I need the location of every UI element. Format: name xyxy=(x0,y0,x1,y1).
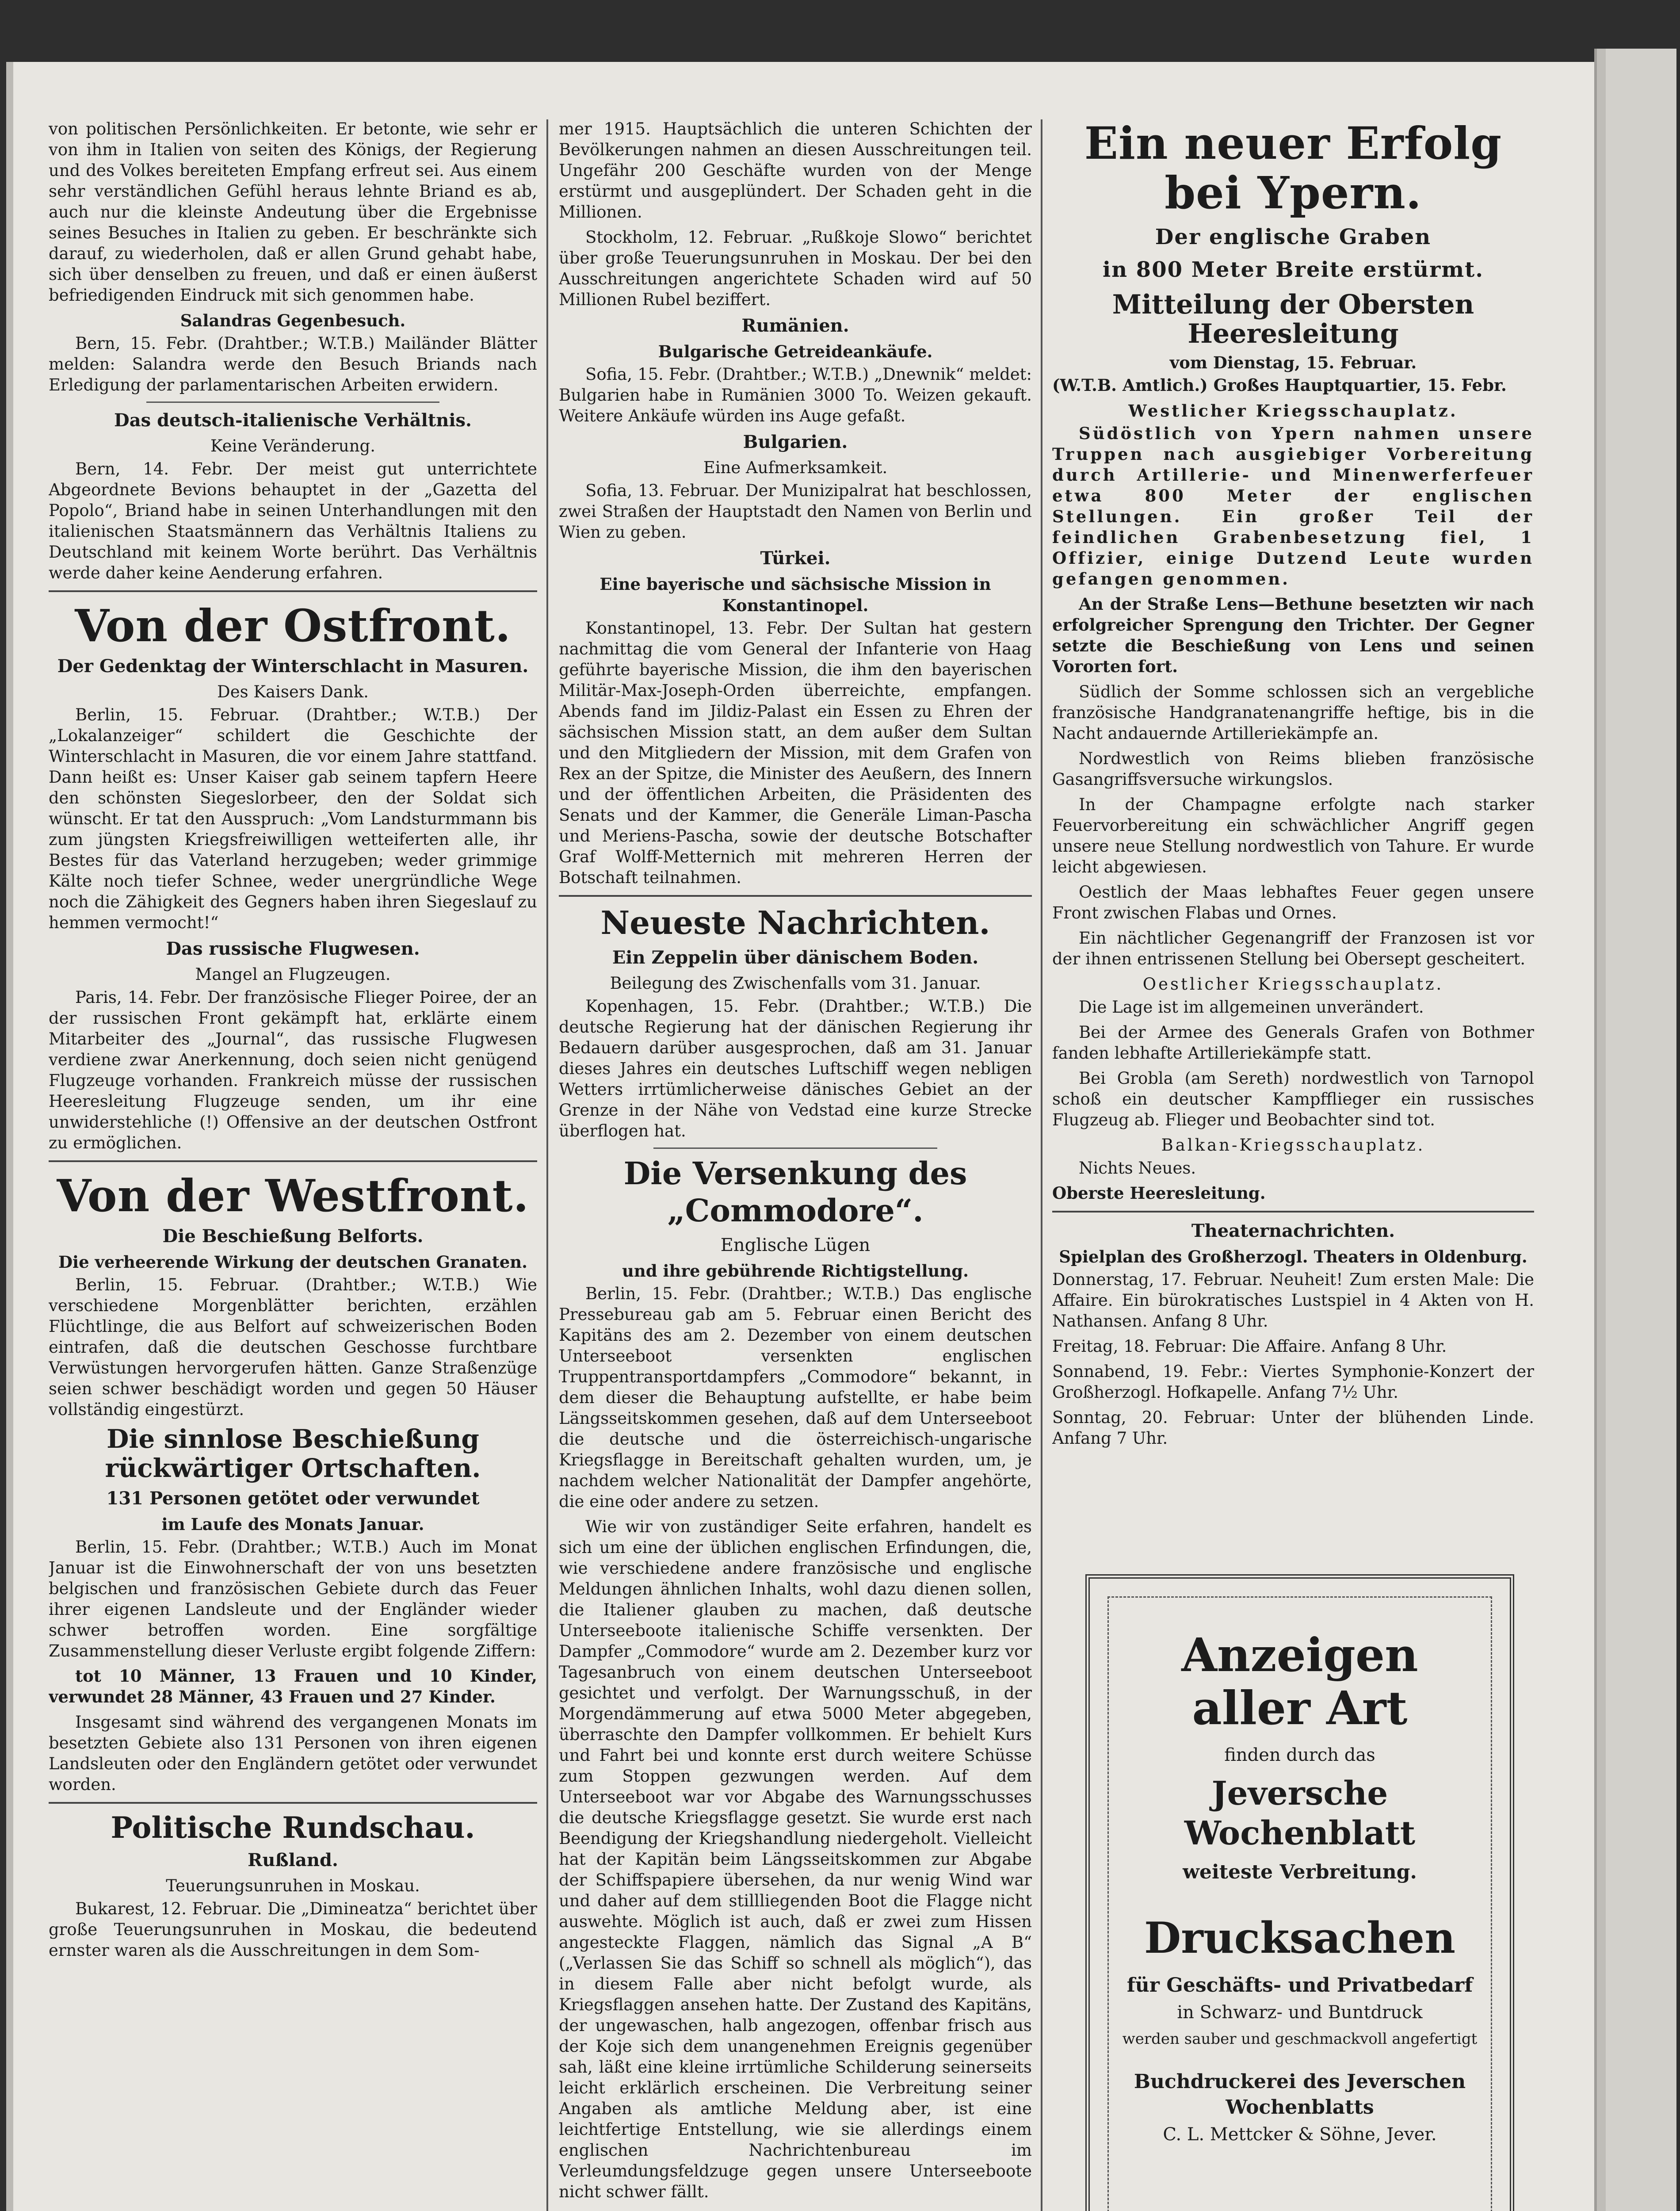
article-text: von politischen Persönlichkeiten. Er betonte, wie sehr er von ihm in Italien von seiten des Königs, der Regierung und des Volkes bereiteten Empfang erfreut sei. Aus einem sehr verständlichen Gefühl heraus lehnte Briand es ab, auch nur die kleinste Andeutung über die Ergebnisse seines Besuches in Italien zu geben. Er beschränkte sich darauf, zu wiederholen, daß er allen Grund gehabt habe, sich über denselben zu freuen, und daß er einen äußerst befriedigenden Eindruck mit sich genommen habe. xyxy=(49,119,537,305)
theater-entry: Sonnabend, 19. Febr.: Viertes Symphonie-Konzert der Großherzogl. Hofkapelle. Anfang 7½ Uhr. xyxy=(1052,1362,1534,1402)
article-subtitle: Bulgarische Getreideankäufe. xyxy=(658,342,933,361)
article-text: Bern, 14. Febr. Der meist gut unterrichtete Abgeordnete Bevions behauptet in der „Gazetta del Popolo“, Briand habe in seinen Unterhandlungen mit den italienischen Staatsmännern das Verhältnis Italiens zu Deutschland mit keinem Worte berührt. Das Verhältnis werde daher keine Aenderung erfahren. xyxy=(49,459,537,582)
report-text: Oestlich der Maas lebhaftes Feuer gegen unsere Front zwischen Flabas und Ornes. xyxy=(1052,883,1534,922)
page-edge-line xyxy=(1597,49,1606,2211)
theater-entry: Donnerstag, 17. Februar. Neuheit! Zum ersten Male: Die Affaire. Ein bürokratisches Lustspiel in 4 Akten von H. Nathansen. Anfang 8 Uhr. xyxy=(1052,1270,1534,1331)
casualty-figures: tot 10 Männer, 13 Frauen und 10 Kinder, verwundet 28 Männer, 43 Frauen und 27 Kinder. xyxy=(49,1666,537,1706)
column-rule xyxy=(546,119,548,2211)
report-signature: Oberste Heeresleitung. xyxy=(1052,1183,1266,1203)
article-title: Ein Zeppelin über dänischem Boden. xyxy=(612,947,979,968)
theater-entry: Sonntag, 20. Februar: Unter der blühenden Linde. Anfang 7 Uhr. xyxy=(1052,1408,1534,1448)
section-heading: Von der Westfront. xyxy=(57,1170,529,1222)
divider xyxy=(1052,1211,1534,1213)
headline-sub: Der englische Graben xyxy=(1155,225,1432,249)
article-subtitle: 131 Personen getötet oder verwundet xyxy=(106,1488,480,1509)
theater-subtitle: Spielplan des Großherzogl. Theaters in Oldenburg. xyxy=(1059,1247,1527,1266)
article-title: Salandras Gegenbesuch. xyxy=(180,311,406,330)
advertisement-box xyxy=(1085,1574,1514,2211)
report-text: Nordwestlich von Reims blieben französische Gasangriffsversuche wirkungslos. xyxy=(1052,749,1534,789)
ad-line: weiteste Verbreitung. xyxy=(1183,1861,1417,1883)
ad-line: werden sauber und geschmackvoll angefertigt xyxy=(1122,2030,1478,2048)
section-heading: Politische Rundschau. xyxy=(111,1810,475,1845)
report-place: (W.T.B. Amtlich.) Großes Hauptquartier, 15. Febr. xyxy=(1052,375,1507,395)
front-label: Westlicher Kriegsschauplatz. xyxy=(1128,401,1458,421)
article-text: Bukarest, 12. Februar. Die „Dimineatza“ berichtet über große Teuerungsunruhen in Moskau, die bedeutend ernster waren als die Ausschreitungen in dem Som- xyxy=(49,1899,537,1960)
front-label: Oestlicher Kriegsschauplatz. xyxy=(1142,975,1444,994)
ad-line: finden durch das xyxy=(1224,1745,1375,1765)
article-title: Das deutsch-italienische Verhältnis. xyxy=(114,410,472,431)
binding-shadow xyxy=(6,62,13,2211)
article-title: Bulgarien. xyxy=(743,432,848,452)
article-subtitle: Keine Veränderung. xyxy=(210,436,376,455)
ad-paper-name: Jeversche Wochenblatt xyxy=(1184,1775,1416,1852)
article-text: mer 1915. Hauptsächlich die unteren Schichten der Bevölkerungen nahmen an diesen Ausschreitungen teil. Ungefähr 200 Geschäfte wurden von der Menge erstürmt und ausgeplündert. Der Schaden geht in die Millionen. xyxy=(559,119,1032,222)
article-text: Bern, 15. Febr. (Drahtber.; W.T.B.) Mailänder Blätter melden: Salandra werde den Besuch Briands nach Erledigung der parlamentarischen Arbeiten erwidern. xyxy=(49,334,537,394)
report-text: Nichts Neues. xyxy=(1079,1159,1196,1178)
article-text: Berlin, 15. Februar. (Drahtber.; W.T.B.) Wie verschiedene Morgenblätter berichten, erzählen Flüchtlinge, die aus Belfort auf schweizerischen Boden eintrafen, daß die deutschen Geschosse furchtbare Verwüstungen hervorgerufen hätten. Ganze Straßenzüge seien schwer beschädigt worden und gegen 50 Häuser vollständig eingestürzt. xyxy=(49,1275,537,1419)
report-text: Bei der Armee des Generals Grafen von Bothmer fanden lebhafte Artilleriekämpfe statt. xyxy=(1052,1023,1534,1063)
ad-title-2: Drucksachen xyxy=(1144,1913,1455,1963)
article-text: Wie wir von zuständiger Seite erfahren, handelt es sich um eine der üblichen englischen Erfindungen, die, wie verschiedene andere französische und englische Meldungen ähnlichen Inhalts, wohl dazu dienen sollen, die Italiener glauben zu machen, daß deutsche Unterseeboote italienische Schiffe versenkten. Der Dampfer „Commodore“ wurde am 2. Dezember kurz vor Tagesanbruch von einem deutschen Unterseeboot gesichtet und verfolgt. Der Warnungsschuß, in der Morgendämmerung auf etwa 5000 Meter abgegeben, überraschte den Dampfer vollkommen. Er behielt Kurs und Fahrt bei und konnte erst durch weitere Schüsse zum Stoppen gezwungen werden. Auf dem Unterseeboot war vor Abgabe des Warnungsschusses die deutsche Kriegsflagge gesetzt. Sie wurde erst nach Beendigung der Kriegshandlung niedergeholt. Vielleicht hat der Kapitän beim Längsseitskommen zur Abgabe der Schiffspapiere übersehen, da nur wenig Wind war und daher auf dem stillliegenden Boot die Flagge nicht auswehte. Möglich ist auch, daß er zwei zum Hissen angesteckte Flaggen, nämlich das Signal „A B“ („Verlassen Sie das Schiff so schnell als möglich“), das in diesem Falle aber nicht befolgt wurde, als Kriegsflaggen ansehen hatte. Der Zustand des Kapitäns, der ungewaschen, halb angezogen, offenbar frisch aus der Koje sich dem unangenehmen Ereignis gegenüber sah, läßt eine kleine irrtümliche Schilderung seinerseits leicht erklärlich erscheinen. Die Verbreitung seiner Angaben als amtliche Meldung aber, ist eine leichtfertige Entstellung, wie sie allerdings einem englischen Nachrichtenbureau im Verleumdungsfeldzuge gegen unsere Unterseeboote nicht schwer fällt. xyxy=(559,1517,1032,2201)
article-subtitle: Teuerungsunruhen in Moskau. xyxy=(166,1876,420,1895)
report-text: Ein nächtlicher Gegenangriff der Franzosen ist vor der ihnen entrissenen Stellung bei Obersept gescheitert. xyxy=(1052,929,1534,968)
article-text: Berlin, 15. Febr. (Drahtber.; W.T.B.) Auch im Monat Januar ist die Einwohnerschaft der von uns besetzten belgischen und französischen Gebiete durch das Feuer ihrer eigenen Landsleute und der Engländer wieder schwer betroffen worden. Eine sorgfältige Zusammenstellung dieser Verluste ergibt folgende Ziffern: xyxy=(49,1538,537,1660)
ad-line: in Schwarz- und Buntdruck xyxy=(1177,2002,1423,2023)
article-text: Sofia, 15. Febr. (Drahtber.; W.T.B.) „Dnewnik“ meldet: Bulgarien habe in Rumänien 3000 To. Weizen gekauft. Weitere Ankäufe würden ins Auge gefaßt. xyxy=(559,365,1032,425)
section-heading: Von der Ostfront. xyxy=(75,600,511,652)
article-text: Paris, 14. Febr. Der französische Flieger Poiree, der an der russischen Front gekämpft hat, erklärte einem Mitarbeiter des „Journal“, das russische Flugwesen verdiene zwar Anerkennung, doch seien nicht genügend Flugzeuge vorhanden. Frankreich müsse der russischen Heeresleitung Flugzeuge senden, um ihr eine unwiderstehliche (!) Offensive an der deutschen Ostfront zu ermöglichen. xyxy=(49,988,537,1152)
article-title: Das russische Flugwesen. xyxy=(166,938,420,959)
divider xyxy=(146,402,439,403)
report-text: An der Straße Lens—Bethune besetzten wir nach erfolgreicher Sprengung den Trichter. Der Gegner setzte die Beschießung von Lens und seinen Vororten fort. xyxy=(1052,594,1534,676)
headline-sub: in 800 Meter Breite erstürmt. xyxy=(1102,257,1484,282)
article-text: Kopenhagen, 15. Febr. (Drahtber.; W.T.B.) Die deutsche Regierung hat der dänischen Regierung ihr Bedauern darüber ausgesprochen, daß am 31. Januar dieses Jahres ein deutsches Luftschiff wegen nebligen Wetters irrtümlicherweise dänisches Gebiet an der Grenze in der Nähe von Vedstad eine kurze Strecke überflogen hat. xyxy=(559,997,1032,1140)
page-edge xyxy=(1594,49,1676,2211)
article-subtitle: und ihre gebührende Richtigstellung. xyxy=(622,1261,969,1281)
article-text: Konstantinopel, 13. Febr. Der Sultan hat gestern nachmittag die vom General der Infanterie von Haag geführte bayerische Mission, die ihm den bayerischen Militär-Max-Joseph-Orden überreichte, empfangen. Abends fand im Jildiz-Palast ein Essen zu Ehren der sächsischen Mission statt, an dem außer dem Sultan und den Mitgliedern der Mission, mit dem Grafen von Rex an der Spitze, die Minister des Aeußern, des Innern und der öffentlichen Arbeiten, die Präsidenten des Senats und der Kammer, die Generäle Liman-Pascha und Meriens-Pascha, sowie der deutsche Botschafter Graf Wolff-Metternich mit mehreren Herren der Botschaft teilnahmen. xyxy=(559,619,1032,887)
advertisement-inner xyxy=(1107,1596,1492,2211)
article-subtitle: Mangel an Flugzeugen. xyxy=(195,965,391,984)
article-text: Insgesamt sind während des vergangenen Monats im besetzten Gebiete also 131 Personen von ihren eigenen Landsleuten oder den Engländern getötet oder verwundet worden. xyxy=(49,1713,537,1794)
divider xyxy=(653,1148,937,1149)
theater-title: Theaternachrichten. xyxy=(1191,1220,1395,1241)
article-subtitle: Der Gedenktag der Winterschlacht in Masuren. xyxy=(57,656,529,677)
article-text: Sofia, 13. Februar. Der Munizipalrat hat beschlossen, zwei Straßen der Hauptstadt den Namen von Berlin und Wien zu geben. xyxy=(559,481,1032,542)
article-subtitle: Eine Aufmerksamkeit. xyxy=(703,458,888,477)
report-text: Südöstlich von Ypern nahmen unsere Truppen nach ausgiebiger Vorbereitung durch Artillerie- und Minenwerferfeuer etwa 800 Meter der englischen Stellungen. Ein großer Teil der feindlichen Grabenbesetzung fiel, 1 Offizier, einige Dutzend Leute wurden gefangen genommen. xyxy=(1052,424,1534,589)
report-text: Die Lage ist im allgemeinen unverändert. xyxy=(1079,998,1424,1017)
ad-printer: Buchdruckerei des Jeverschen Wochenblatts xyxy=(1134,2070,1466,2119)
divider xyxy=(49,1802,537,1804)
theater-entry: Freitag, 18. Februar: Die Affaire. Anfang 8 Uhr. xyxy=(1052,1337,1447,1356)
article-subtitle: Eine bayerische und sächsische Mission in Konstantinopel. xyxy=(599,574,991,615)
ad-line: für Geschäfts- und Privatbedarf xyxy=(1126,1974,1473,1997)
section-heading: Die sinnlose Beschießung rückwärtiger Ortschaften. xyxy=(105,1424,481,1483)
article-subtitle: Des Kaisers Dank. xyxy=(217,682,369,701)
report-text: In der Champagne erfolgte nach starker Feuervorbereitung ein schwächlicher Angriff gegen unsere neue Stellung nordwestlich von Tahure. Er wurde leicht abgewiesen. xyxy=(1052,795,1534,876)
article-subtitle: Rußland. xyxy=(248,1850,338,1871)
report-text: Südlich der Somme schlossen sich an vergebliche französische Handgranatenangriffe heftige, bis in die Nacht andauernde Artilleriekämpfe an. xyxy=(1052,682,1534,743)
ad-printer-owner: C. L. Mettcker & Söhne, Jever. xyxy=(1163,2124,1437,2145)
article-subtitle: Beilegung des Zwischenfalls vom 31. Januar. xyxy=(610,974,981,993)
section-heading: Neueste Nachrichten. xyxy=(600,904,990,941)
report-title: Mitteilung der Obersten Heeresleitung xyxy=(1112,289,1474,349)
column-2 xyxy=(559,119,1032,2211)
newspaper-page xyxy=(6,62,1594,2211)
column-1 xyxy=(49,119,537,2211)
article-subtitle: Die Beschießung Belforts. xyxy=(162,1226,424,1247)
article-subtitle: Englische Lügen xyxy=(720,1235,871,1255)
report-date: vom Dienstag, 15. Februar. xyxy=(1169,353,1417,372)
article-title: Die Versenkung des „Commodore“. xyxy=(623,1155,967,1229)
divider xyxy=(49,1160,537,1162)
article-subtitle: Die verheerende Wirkung der deutschen Granaten. xyxy=(58,1252,528,1272)
article-text: Berlin, 15. Februar. (Drahtber.; W.T.B.) Der „Lokalanzeiger“ schildert die Geschichte der Winterschlacht in Masuren, die vor einem Jahre stattfand. Dann heißt es: Unser Kaiser gab seinem tapfern Heere den schönsten Siegeslorbeer, den der Soldat sich wünscht. Er tat den Ausspruch: „Vom Landsturmmann bis zum jüngsten Kriegsfreiwilligen wetteiferten alle, ihr Bestes für das Vaterland herzugeben; weder grimmige Kälte noch tiefer Schnee, weder unergründliche Wege noch die Zähigkeit des Gegners haben ihren Siegeslauf zu hemmen vermocht!“ xyxy=(49,705,537,932)
article-subtitle: im Laufe des Monats Januar. xyxy=(161,1515,424,1534)
article-title: Rumänien. xyxy=(741,315,849,336)
article-title: Türkei. xyxy=(760,548,831,569)
divider xyxy=(49,590,537,592)
front-label: Balkan-Kriegsschauplatz. xyxy=(1161,1136,1425,1155)
article-text: Stockholm, 12. Februar. „Rußkoje Slowo“ berichtet über große Teuerungsunruhen in Moskau. Der bei den Ausschreitungen angerichtete Schaden wird auf 50 Millionen Rubel beziffert. xyxy=(559,228,1032,309)
report-text: Bei Grobla (am Sereth) nordwestlich von Tarnopol schoß ein deutscher Kampfflieger ein russisches Flugzeug ab. Flieger und Beobachter sind tot. xyxy=(1052,1069,1534,1129)
column-rule xyxy=(1041,119,1042,2211)
divider xyxy=(559,895,1032,897)
article-text: Berlin, 15. Febr. (Drahtber.; W.T.B.) Das englische Pressebureau gab am 5. Februar einen Bericht des Kapitäns des am 2. Dezember von einem deutschen Unterseeboot versenkten englischen Truppentransportdampfers „Commodore“ bekannt, in dem dieser die Behauptung aufstellte, er habe beim Längsseitskommen gesehen, daß auf dem Unterseeboot die deutsche und die österreichisch-ungarische Kriegsflagge in Bereitschaft gehalten wurden, um, je nachdem welcher Nationalität der Dampfer angehörte, die eine oder andere zu setzen. xyxy=(559,1284,1032,1511)
headline: Ein neuer Erfolg bei Ypern. xyxy=(1084,119,1502,219)
ad-title: Anzeigen aller Art xyxy=(1181,1628,1418,1735)
